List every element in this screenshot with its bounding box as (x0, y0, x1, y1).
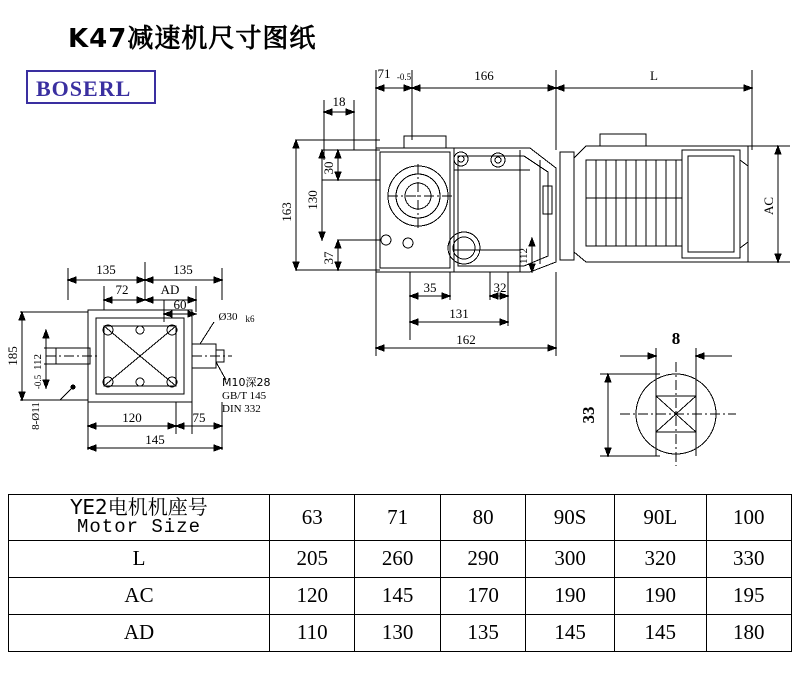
dim-71: 71 (377, 66, 391, 81)
dim-d30-tol: k6 (245, 314, 255, 324)
table-header-cell: 90L (614, 495, 706, 541)
table-cell: 320 (614, 540, 706, 577)
header-label-cn: YE2电机机座号 (70, 495, 208, 519)
row-label-AD: AD (9, 614, 270, 651)
dim-135-right: 135 (173, 262, 193, 277)
dim-112-side-tol: -0.5 (33, 374, 43, 390)
table-cell: 145 (526, 614, 615, 651)
dim-35: 35 (423, 280, 437, 295)
table-cell: 120 (270, 577, 355, 614)
table-row (9, 540, 792, 577)
logo-text: BOSERL (36, 76, 132, 101)
note-gbt145: GB/T 145 (222, 390, 267, 402)
dim-75: 75 (192, 410, 206, 425)
table-cell: 130 (355, 614, 440, 651)
dim-71-tol: -0.5 (396, 72, 412, 82)
dim-key-33: 33 (579, 406, 598, 424)
table-header-cell: 100 (706, 495, 791, 541)
table-cell: 135 (440, 614, 525, 651)
table-cell: 145 (614, 614, 706, 651)
table-header-cell: 90S (526, 495, 615, 541)
page-title: K47减速机尺寸图纸 (68, 24, 317, 54)
table-cell: 145 (355, 577, 440, 614)
dim-AD: AD (160, 282, 180, 297)
table-cell: 110 (270, 614, 355, 651)
table-header-label (9, 495, 270, 541)
dim-d30: Ø30 (218, 311, 238, 323)
note-din332: DIN 332 (222, 403, 261, 415)
row-label-L: L (9, 540, 270, 577)
dim-18: 18 (332, 94, 346, 109)
table-row (9, 577, 792, 614)
dim-L: L (650, 68, 658, 83)
table-cell: 300 (526, 540, 615, 577)
row-label-AC: AC (9, 577, 270, 614)
dim-130: 130 (305, 190, 320, 210)
dim-166: 166 (474, 68, 494, 83)
dim-185: 185 (5, 346, 20, 366)
table-cell: 180 (706, 614, 791, 651)
table-cell: 330 (706, 540, 791, 577)
table-cell: 205 (270, 540, 355, 577)
table-header-row (9, 495, 792, 541)
dim-135-left: 135 (96, 262, 116, 277)
dim-112-front: 112 (518, 247, 530, 265)
dim-72: 72 (115, 282, 129, 297)
table-cell: 190 (614, 577, 706, 614)
dim-163: 163 (279, 202, 294, 222)
table-cell: 195 (706, 577, 791, 614)
table-header-cell: 63 (270, 495, 355, 541)
dim-162: 162 (456, 332, 476, 347)
dim-30: 30 (321, 161, 336, 175)
note-m10: M10深28 (222, 376, 271, 389)
table-header-cell: 71 (355, 495, 440, 541)
table-cell: 170 (440, 577, 525, 614)
header-label-en: Motor Size (76, 516, 202, 538)
dim-112-side: 112 (32, 353, 44, 371)
table-cell: 290 (440, 540, 525, 577)
table-row (9, 614, 792, 651)
dim-8xd11: 8-Ø11 (30, 402, 42, 430)
dim-131: 131 (449, 306, 469, 321)
dim-32: 32 (493, 280, 507, 295)
dim-key-8: 8 (671, 329, 681, 348)
motor-size-table (8, 494, 792, 652)
dim-37: 37 (321, 251, 336, 265)
dim-120: 120 (122, 410, 142, 425)
dim-AC: AC (761, 196, 776, 216)
table-cell: 190 (526, 577, 615, 614)
table-header-cell: 80 (440, 495, 525, 541)
table-cell: 260 (355, 540, 440, 577)
dim-145: 145 (145, 432, 165, 447)
dim-60: 60 (173, 297, 187, 312)
